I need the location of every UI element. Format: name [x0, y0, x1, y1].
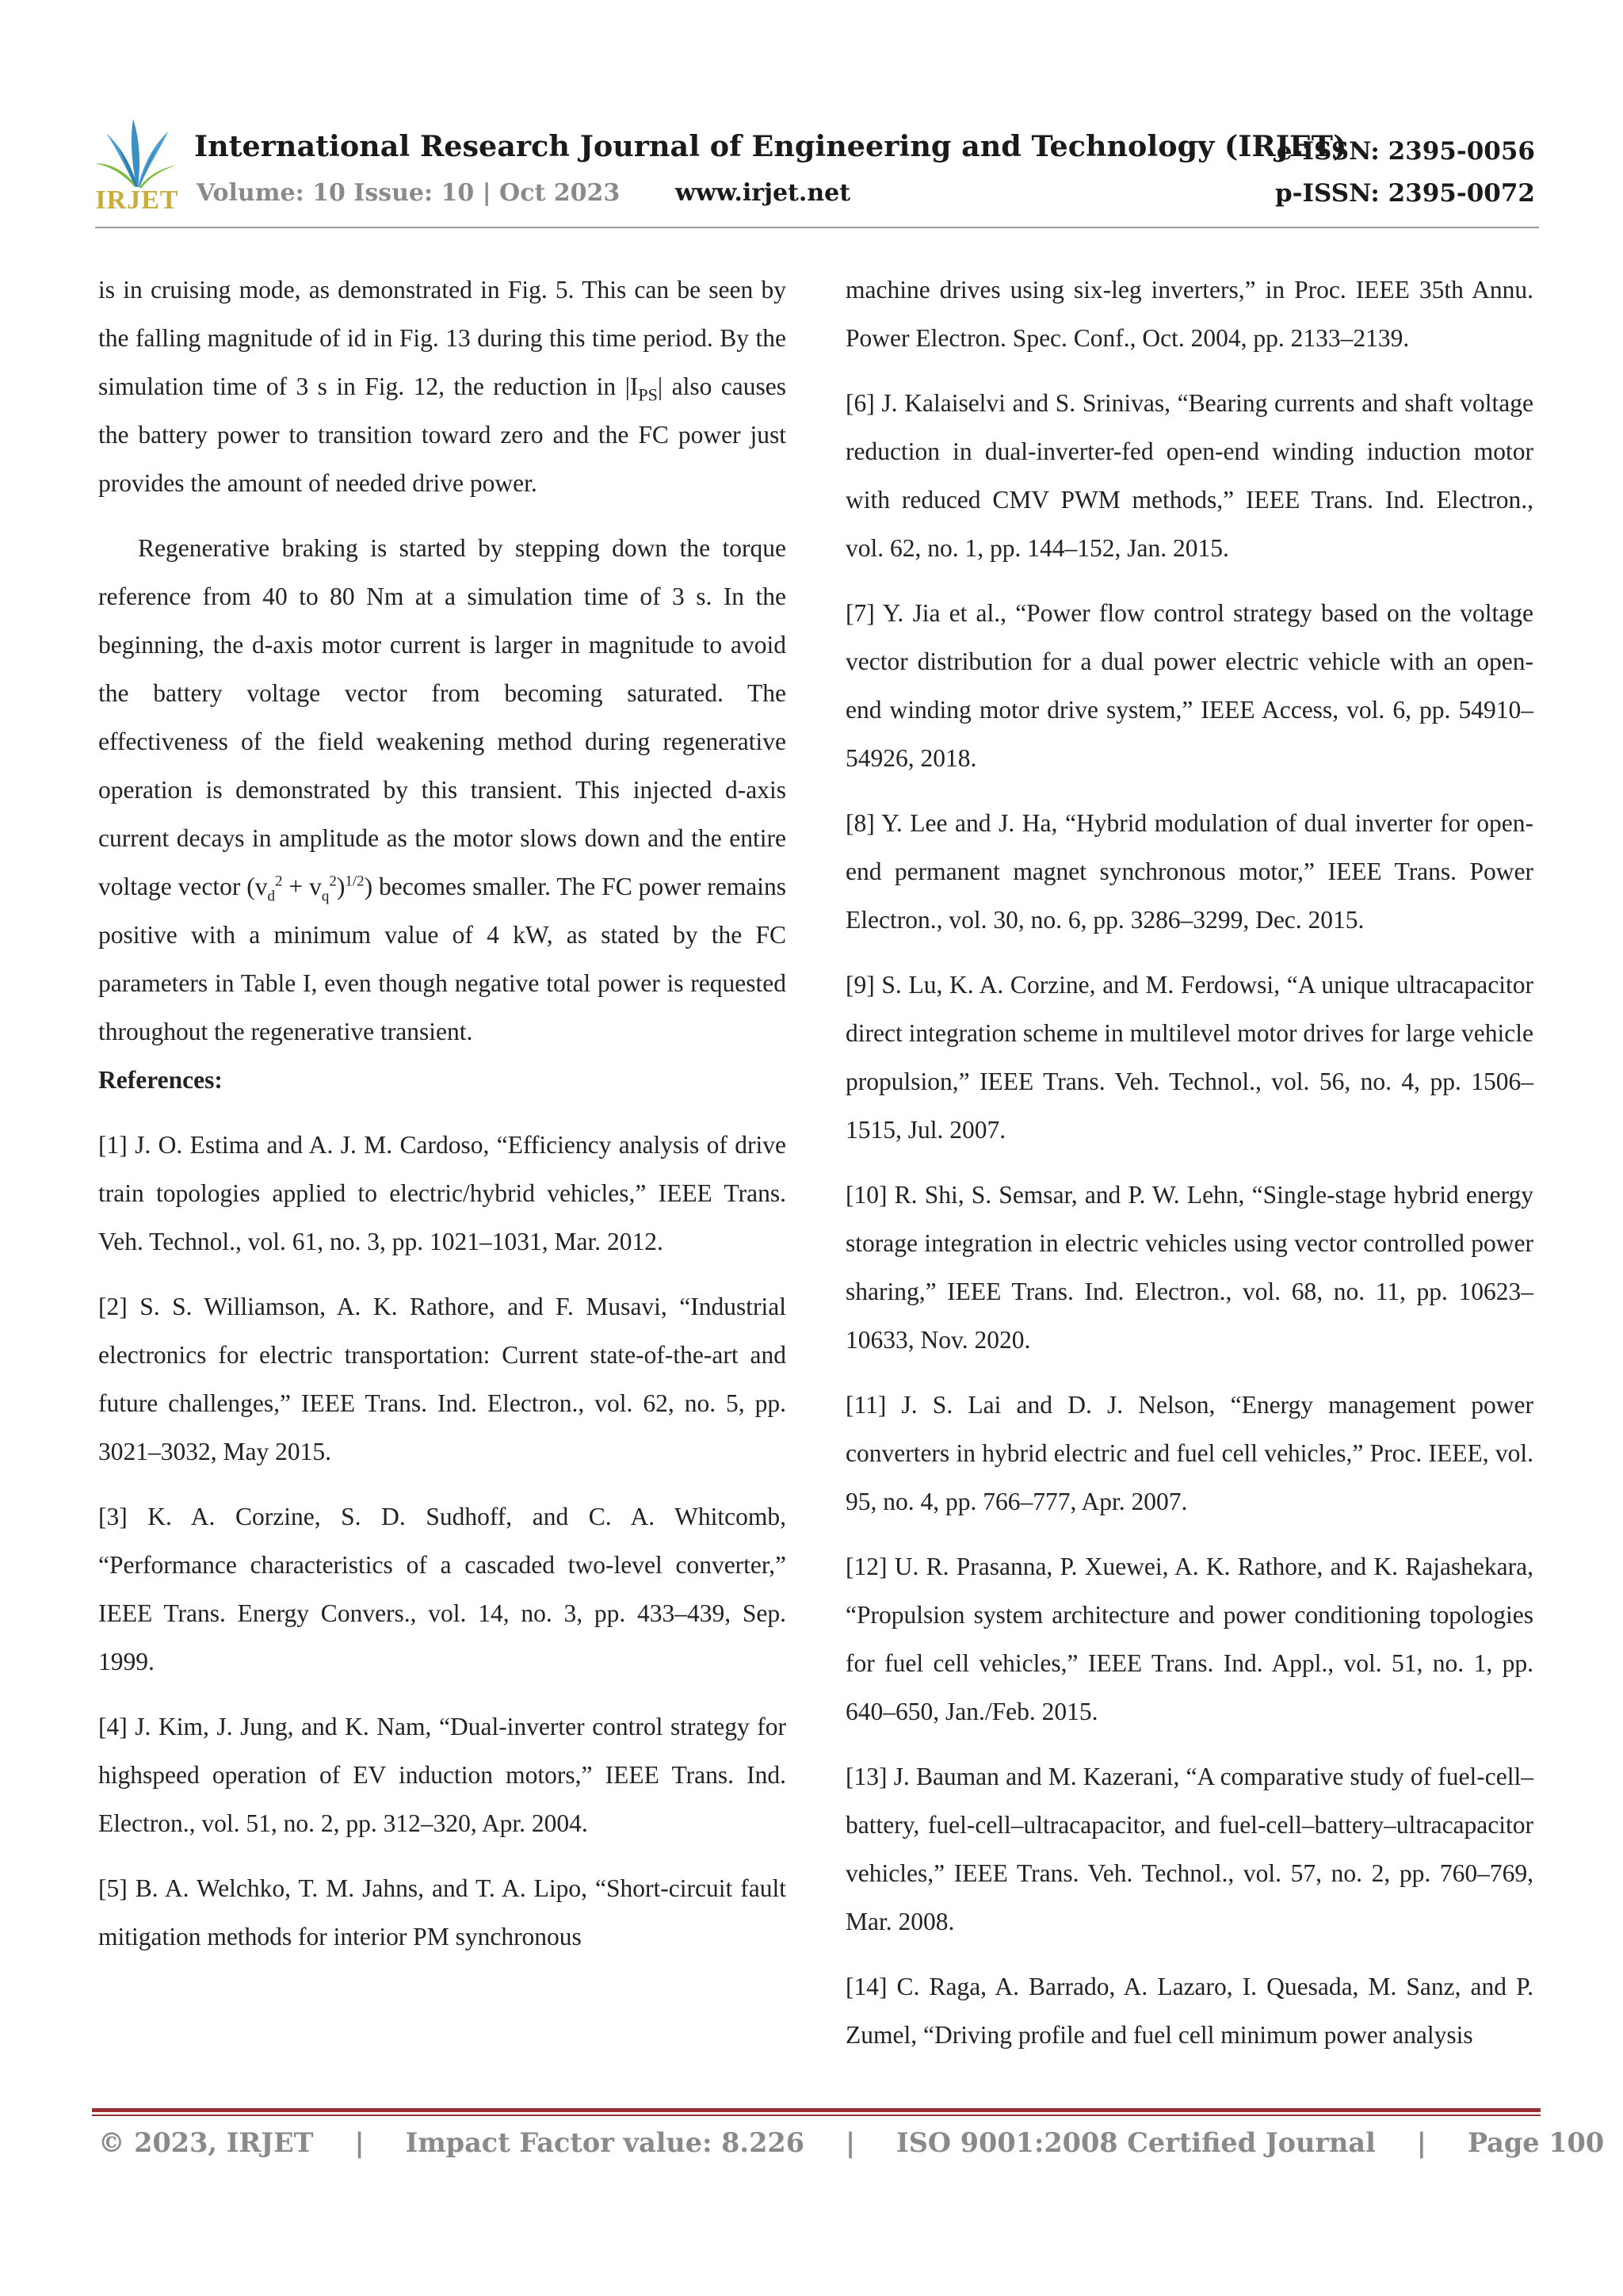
right-column — [846, 266, 1533, 2059]
footer-copyright: © 2023, IRJET — [98, 2127, 314, 2158]
reference-12: [12] U. R. Prasanna, P. Xuewei, A. K. Rathore, and K. Rajashekara, “Propulsion system architecture and power conditioning topologies for fuel cell vehicles,” IEEE Trans. Ind. Appl., vol. 51, no. 1, pp. 640–650, Jan./Feb. 2015. — [846, 1553, 1533, 1725]
footer-separator: | — [354, 2127, 365, 2158]
footer-impact-factor: Impact Factor value: 8.226 — [405, 2127, 805, 2158]
header-divider — [95, 227, 1539, 228]
reference-6: [6] J. Kalaiselvi and S. Srinivas, “Bearing currents and shaft voltage reduction in dual-inverter-fed open-end winding induction motor with reduced CMV PWM methods,” IEEE Trans. Ind. Electron., vol. 62, no. 1, pp. 144–152, Jan. 2015. — [846, 389, 1533, 562]
footer-separator: | — [1416, 2127, 1426, 2158]
footer-separator: | — [845, 2127, 856, 2158]
logo-text: IRJET — [95, 185, 179, 215]
reference-1: [1] J. O. Estima and A. J. M. Cardoso, “Efficiency analysis of drive train topologies applied to electric/hybrid vehicles,” IEEE Trans. Veh. Technol., vol. 61, no. 3, pp. 1021–1031, Mar. 2012. — [98, 1131, 786, 1255]
reference-10: [10] R. Shi, S. Semsar, and P. W. Lehn, “Single-stage hybrid energy storage integration in electric vehicles using vector controlled power sharing,” IEEE Trans. Ind. Electron., vol. 68, no. 11, pp. 10623–10633, Nov. 2020. — [846, 1181, 1533, 1354]
irjet-logo — [92, 116, 179, 215]
footer-divider-thin — [92, 2115, 1541, 2116]
reference-8: [8] Y. Lee and J. Ha, “Hybrid modulation of dual inverter for open-end permanent magnet synchronous motor,” IEEE Trans. Power Electron., vol. 30, no. 6, pp. 3286–3299, Dec. 2015. — [846, 809, 1533, 934]
e-issn: e-ISSN: 2395-0056 — [1276, 137, 1535, 166]
reference-9: [9] S. Lu, K. A. Corzine, and M. Ferdowsi, “A unique ultracapacitor direct integration scheme in multilevel motor drives for large vehicle propulsion,” IEEE Trans. Veh. Technol., vol. 56, no. 4, pp. 1506–1515, Jul. 2007. — [846, 971, 1534, 1144]
reference-14: [14] C. Raga, A. Barrado, A. Lazaro, I. Quesada, M. Sanz, and P. Zumel, “Driving profile and fuel cell minimum power analysis — [846, 1973, 1533, 2049]
footer — [98, 2127, 1604, 2158]
journal-title: International Research Journal of Engineering and Technology (IRJET) — [194, 129, 1347, 163]
footer-divider-thick — [92, 2108, 1541, 2112]
footer-page-number: Page 100 — [1467, 2127, 1605, 2158]
body-paragraph-2: Regenerative braking is started by stepping down the torque reference from 40 to 80 Nm at a simulation time of 3 s. In the beginning, the d-axis motor current is larger in magnitude to avoid the battery voltage vector from becoming saturated. The effectiveness of the field weakening method during regenerative operation is demonstrated by this transient. This injected d-axis current decays in amplitude as the motor slows down and the entire voltage vector $(v_d^2 + v_q^2)^{1/2}$) becomes smaller. The FC power remains positive with a minimum value of 4 kW, as stated by the FC parameters in Table I, even though negative total power is requested throughout the regenerative transient. — [98, 534, 786, 1045]
reference-5: [5] B. A. Welchko, T. M. Jahns, and T. A. Lipo, “Short-circuit fault mitigation methods for interior PM synchronous — [98, 1874, 786, 1950]
reference-4: [4] J. Kim, J. Jung, and K. Nam, “Dual-inverter control strategy for highspeed operation of EV induction motors,” IEEE Trans. Ind. Electron., vol. 51, no. 2, pp. 312–320, Apr. 2004. — [98, 1713, 786, 1837]
website-link[interactable]: www.irjet.net — [675, 179, 851, 207]
leaf-logo-icon — [92, 116, 179, 191]
footer-iso: ISO 9001:2008 Certified Journal — [896, 2127, 1376, 2158]
left-column — [98, 266, 786, 1961]
reference-7: [7] Y. Jia et al., “Power flow control strategy based on the voltage vector distribution for a dual power electric vehicle with an open-end winding motor drive system,” IEEE Access, vol. 6, pp. 54910–54926, 2018. — [846, 599, 1533, 772]
issue-info: Volume: 10 Issue: 10 | Oct 2023 — [197, 179, 621, 207]
reference-13: [13] J. Bauman and M. Kazerani, “A comparative study of fuel-cell–battery, fuel-cell–ultracapacitor, and fuel-cell–battery–ultracapacitor vehicles,” IEEE Trans. Veh. Technol., vol. 57, no. 2, pp. 760–769, Mar. 2008. — [846, 1763, 1533, 1935]
references-heading: References: — [98, 1066, 223, 1094]
reference-11: [11] J. S. Lai and D. J. Nelson, “Energy management power converters in hybrid electric and fuel cell vehicles,” Proc. IEEE, vol. 95, no. 4, pp. 766–777, Apr. 2007. — [846, 1391, 1533, 1515]
body-paragraph-1: is in cruising mode, as demonstrated in Fig. 5. This can be seen by the falling magnitude of id in Fig. 13 during this time period. By the simulation time of 3 s in Fig. 12, the reduction in $|I_{PS}|$ also causes the battery power to transition toward zero and the FC power just provides the amount of needed drive power. — [98, 276, 786, 497]
reference-5-continued: machine drives using six-leg inverters,” in Proc. IEEE 35th Annu. Power Electron. Spec. Conf., Oct. 2004, pp. 2133–2139. — [846, 276, 1533, 352]
reference-2: [2] S. S. Williamson, A. K. Rathore, and F. Musavi, “Industrial electronics for electric transportation: Current state-of-the-art and future challenges,” IEEE Trans. Ind. Electron., vol. 62, no. 5, pp. 3021–3032, May 2015. — [98, 1293, 786, 1465]
reference-3: [3] K. A. Corzine, S. D. Sudhoff, and C. A. Whitcomb, “Performance characteristics of a cascaded two-level converter,” IEEE Trans. Energy Convers., vol. 14, no. 3, pp. 433–439, Sep. 1999. — [98, 1503, 786, 1675]
p-issn: p-ISSN: 2395-0072 — [1274, 179, 1535, 208]
